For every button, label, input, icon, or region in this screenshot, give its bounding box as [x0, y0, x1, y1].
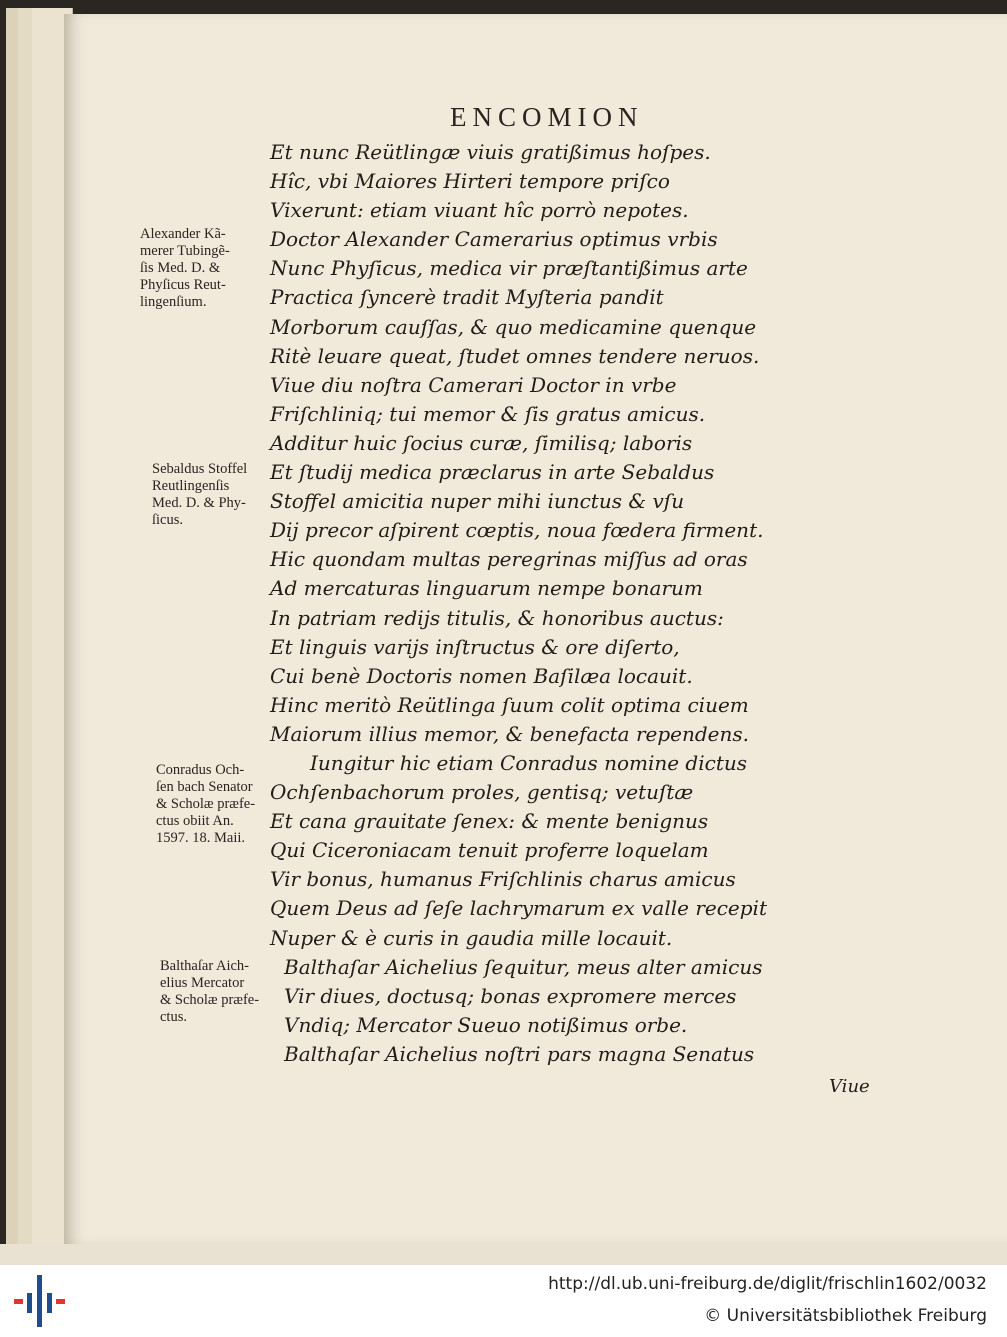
- verse-line: Et linguis varijs inſtructus & ore diſerto,: [270, 634, 680, 659]
- verse-line: Stoffel amicitia nuper mihi iunctus & vſu: [270, 489, 685, 514]
- margin-note-line: ſicus.: [152, 512, 184, 528]
- verse-line: In patriam redijs titulis, & honoribus auctus:: [270, 605, 724, 630]
- verse-line: Et cana grauitate ſenex: & mente benignus: [270, 809, 709, 834]
- verse-line: Maiorum illius memor, & benefacta rependens.: [270, 721, 749, 746]
- copyright-notice: © Universitätsbibliothek Freiburg: [704, 1306, 987, 1326]
- margin-note-ochsenbach: [156, 762, 284, 847]
- margin-note-line: Sebaldus Stoffel: [152, 461, 248, 477]
- margin-note-line: lingenſium.: [140, 294, 207, 310]
- verse-line: Ochſenbachorum proles, gentisq; vetuſtæ: [270, 780, 694, 805]
- margin-note-line: 1597. 18. Maii.: [156, 830, 246, 846]
- verse-line: Nunc Phyſicus, medica vir præſtantißimus arte: [270, 256, 748, 281]
- margin-note-stoffel: [152, 461, 280, 529]
- margin-note-line: ctus obiit An.: [156, 813, 234, 829]
- verse-line: Vixerunt: etiam viuant hîc porrò nepotes.: [270, 198, 689, 223]
- page-bottom-band: [0, 1244, 1007, 1265]
- margin-note-line: ſis Med. D. &: [140, 260, 221, 276]
- margin-note-line: Alexander Kã-: [140, 226, 226, 242]
- verse-line: Practica ſyncerè tradit Myſteria pandit: [270, 285, 664, 310]
- verse-line: Hic quondam multas peregrinas miſſus ad oras: [270, 547, 748, 572]
- verse-line: Vir diues, doctusq; bonas expromere merces: [284, 983, 737, 1008]
- verse-line: Vir bonus, humanus Friſchlinis charus amicus: [270, 867, 736, 892]
- page-header-title: ENCOMION: [450, 102, 644, 132]
- margin-note-line: elius Mercator: [160, 975, 245, 991]
- verse-line: Doctor Alexander Camerarius optimus vrbis: [270, 227, 718, 252]
- verse-line: Ritè leuare queat, ſtudet omnes tendere neruos.: [270, 343, 760, 368]
- margin-note-kamerer: [140, 226, 268, 311]
- verse-line: Iungitur hic etiam Conradus nomine dictus: [310, 750, 748, 775]
- verse-line: Hinc meritò Reütlinga ſuum colit optima ciuem: [270, 692, 749, 717]
- margin-note-line: Med. D. & Phy-: [152, 495, 246, 511]
- permalink-url[interactable]: http://dl.ub.uni-freiburg.de/diglit/frischlin1602/0032: [548, 1274, 987, 1294]
- margin-note-aichelius: [160, 958, 288, 1026]
- margin-note-line: Phyſicus Reut-: [140, 277, 226, 293]
- margin-note-line: & Scholæ præfe-: [160, 992, 260, 1008]
- verse-line: Et nunc Reütlingæ viuis gratißimus hoſpes.: [270, 140, 711, 164]
- verse-line: Cui benè Doctoris nomen Baſilæa locauit.: [270, 663, 693, 688]
- library-logo-icon[interactable]: [14, 1275, 66, 1327]
- verse-line: Friſchliniq; tui memor & ſis gratus amicus.: [270, 401, 706, 426]
- verse-text: [270, 138, 767, 1069]
- verse-line: Dij precor aſpirent cœptis, noua fœdera firment.: [270, 518, 764, 543]
- verse-line: Balthaſar Aichelius noſtri pars magna Senatus: [284, 1041, 755, 1066]
- verse-line: Nuper & è curis in gaudia mille locauit.: [270, 925, 673, 950]
- verse-line: Hîc, vbi Maiores Hirteri tempore priſco: [270, 169, 670, 194]
- margin-note-line: Balthaſar Aich-: [160, 958, 249, 974]
- margin-note-line: Conradus Och-: [156, 762, 245, 778]
- verse-line: Et ſtudij medica præclarus in arte Sebaldus: [270, 460, 715, 485]
- viewer-footer: [0, 1265, 1007, 1337]
- catchword: Viue: [829, 1076, 870, 1097]
- verse-line: Additur huic ſocius curæ, ſimilisq; laboris: [270, 430, 693, 455]
- verse-line: Morborum cauſſas, & quo medicamine quenque: [270, 314, 757, 339]
- margin-note-line: merer Tubingẽ-: [140, 243, 230, 259]
- verse-line: Viue diu noſtra Camerari Doctor in vrbe: [270, 372, 677, 397]
- margin-note-line: ſen bach Senator: [156, 779, 253, 795]
- margin-note-line: & Scholæ præfe-: [156, 796, 256, 812]
- verse-line: Vndiq; Mercator Sueuo notißimus orbe.: [284, 1012, 688, 1037]
- margin-note-line: Reutlingenſis: [152, 478, 230, 494]
- verse-line: Ad mercaturas linguarum nempe bonarum: [270, 576, 703, 601]
- verse-line: Balthaſar Aichelius ſequitur, meus alter amicus: [284, 954, 763, 979]
- margin-note-line: ctus.: [160, 1009, 187, 1025]
- verse-line: Quem Deus ad ſeſe lachrymarum ex valle recepit: [270, 896, 767, 921]
- verse-line: Qui Ciceroniacam tenuit proferre loquelam: [270, 838, 709, 863]
